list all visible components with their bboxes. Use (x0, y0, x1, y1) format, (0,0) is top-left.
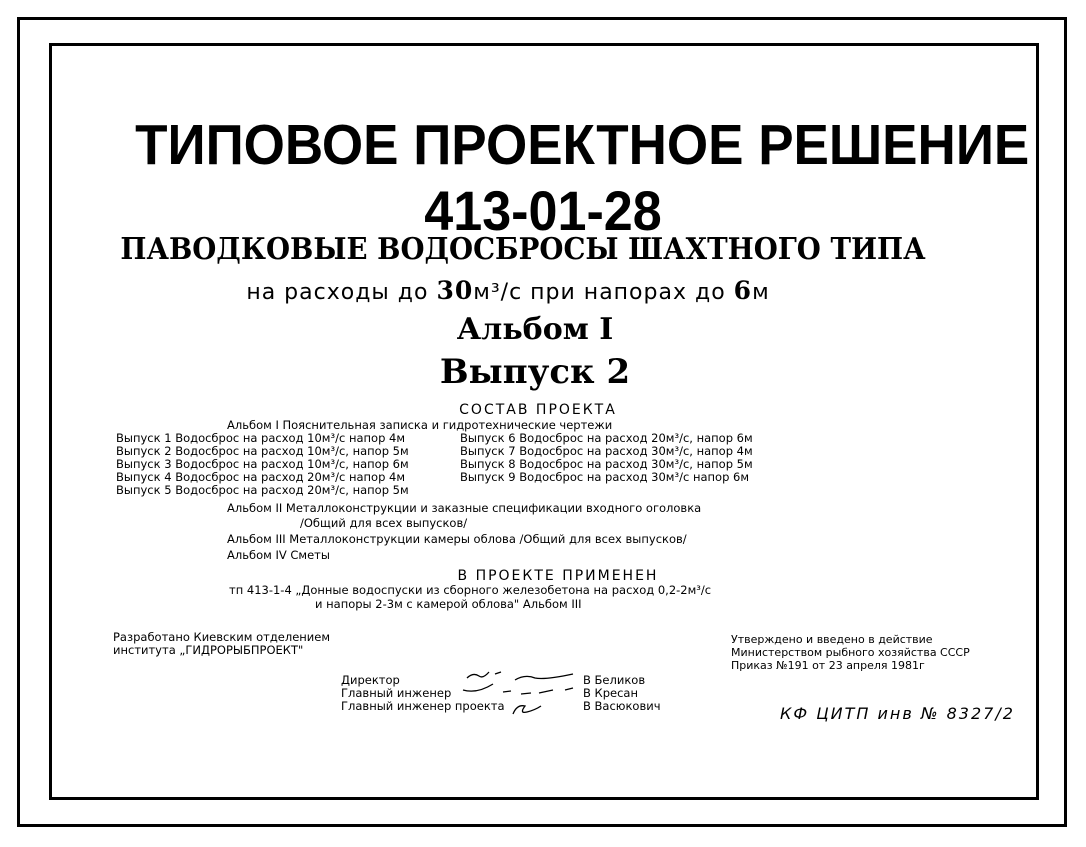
issue-line: Выпуск 7 Водосброс на расход 30м³/с, напор 4м (460, 444, 753, 458)
issues-left-column (116, 432, 409, 497)
issue-line: Выпуск 4 Водосброс на расход 20м³/с напор 4м (116, 470, 406, 484)
signature-name: В Васюкович (583, 699, 661, 713)
applied-heading: В ПРОЕКТЕ ПРИМЕНЕН (457, 568, 659, 584)
issue-heading: Выпуск 2 (439, 352, 631, 392)
composition-heading: СОСТАВ ПРОЕКТА (459, 402, 617, 418)
issues-right-column (460, 432, 753, 484)
issue-line: Выпуск 2 Водосброс на расход 10м³/с, напор 5м (116, 444, 409, 458)
signature-names (583, 674, 661, 713)
head-value: 6 (733, 276, 753, 305)
applied-line-1: тп 413-1-4 „Донные водоспуски из сборного железобетона на расход 0,2-2м³/с (229, 583, 712, 597)
signature-name: В Кресан (583, 686, 638, 700)
flow-value: 30 (436, 276, 474, 305)
album-2-note: /Общий для всех выпусков/ (300, 516, 468, 530)
album-4-line: Альбом IV Сметы (227, 548, 330, 562)
issue-line: Выпуск 8 Водосброс на расход 30м³/с, напор 5м (460, 457, 753, 471)
head-unit: м (752, 280, 770, 305)
signature-role: Главный инженер проекта (341, 699, 505, 713)
approval-line: Приказ №191 от 23 апреля 1981г (731, 659, 925, 672)
params-text-2: при напорах до (530, 280, 726, 305)
issue-line: Выпуск 5 Водосброс на расход 20м³/с, напор 5м (116, 483, 409, 497)
approval-line: Утверждено и введено в действие (731, 633, 933, 646)
album-2-line: Альбом II Металлоконструкции и заказные спецификации входного оголовка (227, 501, 702, 515)
signature-role: Директор (341, 673, 400, 687)
issue-line: Выпуск 1 Водосброс на расход 10м³/с напор 4м (116, 431, 406, 445)
document-title: ТИПОВОЕ ПРОЕКТНОЕ РЕШЕНИЕ (135, 113, 1030, 177)
approval-block (731, 633, 970, 672)
developer-line: института „ГИДРОРЫБПРОЕКТ" (113, 643, 304, 657)
album-1-line: Альбом I Пояснительная записка и гидротехнические чертежи (227, 418, 613, 432)
album-3-line: Альбом III Металлоконструкции камеры облова /Общий для всех выпусков/ (227, 532, 687, 546)
album-heading: Альбом I (456, 312, 614, 347)
project-number: 413-01-28 (424, 179, 662, 242)
issue-line: Выпуск 9 Водосброс на расход 30м³/с напор 6м (460, 470, 750, 484)
signature-role: Главный инженер (341, 686, 452, 700)
params-text-1: на расходы до (246, 280, 429, 305)
project-subtitle: ПАВОДКОВЫЕ ВОДОСБРОСЫ ШАХТНОГО ТИПА (120, 232, 926, 267)
registry-number: КФ ЦИТП инв № 8327/2 (780, 704, 1015, 723)
signature-name: В Беликов (583, 673, 646, 687)
issue-line: Выпуск 3 Водосброс на расход 10м³/с, напор 6м (116, 457, 409, 471)
issue-line: Выпуск 6 Водосброс на расход 20м³/с, напор 6м (460, 431, 753, 445)
project-parameters (0, 276, 1016, 305)
developer-line: Разработано Киевским отделением (113, 630, 331, 644)
flow-unit: м³/с (473, 280, 523, 305)
handwritten-signatures (455, 660, 585, 720)
approval-line: Министерством рыбного хозяйства СССР (731, 646, 970, 659)
developer-block (113, 631, 330, 657)
applied-line-2: и напоры 2-3м с камерой облова" Альбом III (315, 597, 582, 611)
